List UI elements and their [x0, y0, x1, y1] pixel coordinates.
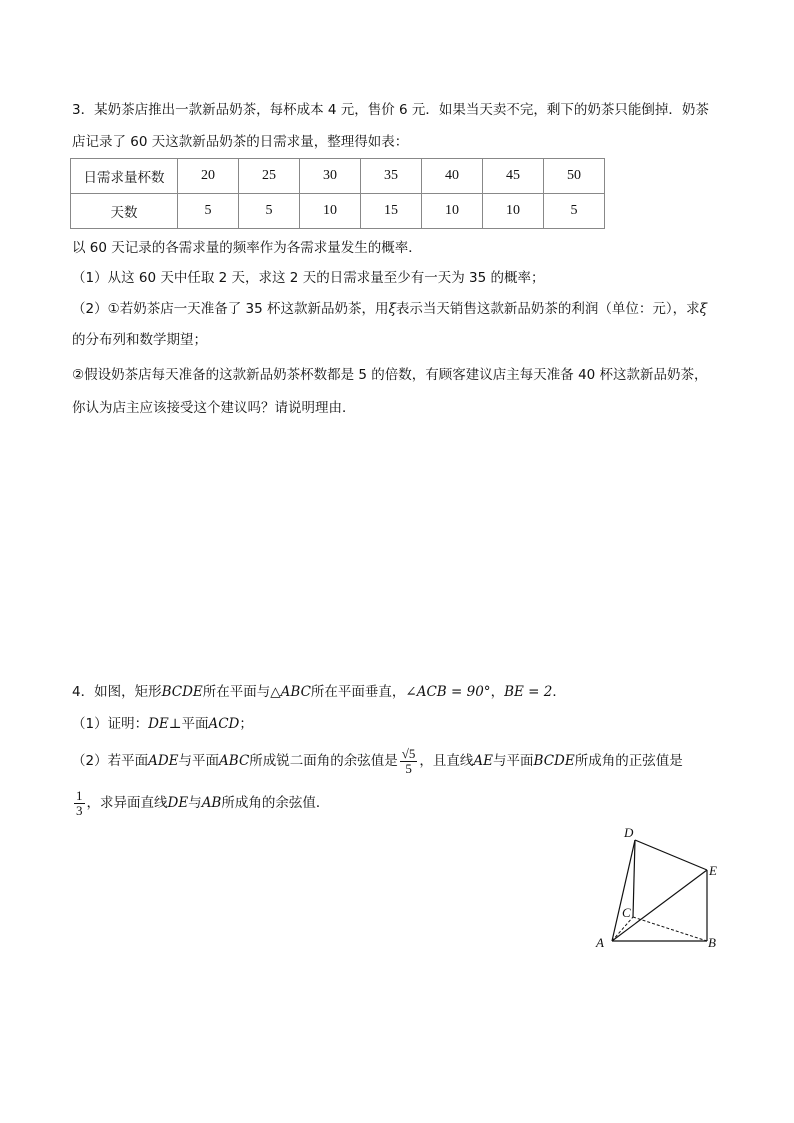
xi-symbol: ξ — [699, 301, 708, 317]
fraction-denominator: 5 — [405, 760, 412, 776]
demand-table — [70, 158, 605, 229]
table-cell: 5 — [544, 194, 605, 229]
edge-DE — [635, 840, 707, 870]
text: 与平面 — [178, 753, 220, 769]
table-header-demand: 日需求量杯数 — [71, 159, 178, 194]
math: ABC — [219, 753, 250, 769]
text: 表示当天销售这款新品奶茶的利润（单位：元），求 — [395, 301, 700, 317]
math: AB — [201, 795, 222, 811]
q3-line-2: 店记录了 60 天这款新品奶茶的日需求量，整理得如表： — [72, 134, 409, 150]
q3-line-3: 以 60 天记录的各需求量的频率作为各需求量发生的概率． — [72, 240, 422, 256]
text: 所成角的余弦值． — [221, 795, 330, 811]
table-cell: 10 — [422, 194, 483, 229]
table-cell: 20 — [178, 159, 239, 194]
q3-part-1: （1）从这 60 天中任取 2 天，求这 2 天的日需求量至少有一天为 35 的概率； — [72, 270, 545, 286]
label-E: E — [709, 863, 717, 878]
table-row — [71, 194, 605, 229]
math: BCDE — [161, 684, 203, 700]
text: 与 — [188, 795, 202, 811]
xi-symbol: ξ — [388, 301, 396, 317]
table-cell: 10 — [300, 194, 361, 229]
text: ，且直线 — [419, 753, 474, 769]
table-header-days: 天数 — [71, 194, 178, 229]
q3-part-2b: 的分布列和数学期望； — [72, 332, 207, 348]
q3-line-1: 3．某奶茶店推出一款新品奶茶，每杯成本 4 元，售价 6 元．如果当天卖不完，剩下的奶茶只能倒掉．奶茶 — [72, 102, 709, 118]
math: ADE — [148, 753, 179, 769]
text: （1）证明： — [72, 716, 149, 732]
q4-part-2 — [72, 744, 683, 778]
text: （2）①若奶茶店一天准备了 35 杯这款新品奶茶，用 — [72, 301, 389, 317]
q4-part-2-cont — [72, 786, 329, 820]
text: ， — [490, 684, 505, 700]
q3-part-2c-line2: 你认为店主应该接受这个建议吗？请说明理由． — [72, 400, 356, 416]
q4-line-1 — [72, 682, 566, 702]
math: BE = 2 — [504, 684, 553, 700]
math: DE — [167, 795, 189, 811]
table-cell: 10 — [483, 194, 544, 229]
text: 4．如图，矩形 — [72, 684, 162, 700]
math: ∠ACB = 90° — [405, 684, 491, 700]
math: AE — [473, 753, 494, 769]
table-cell: 15 — [361, 194, 422, 229]
text: （2）若平面 — [72, 753, 149, 769]
text: 所成角的正弦值是 — [574, 753, 683, 769]
table-cell: 5 — [178, 194, 239, 229]
text: 所成锐二面角的余弦值是 — [249, 753, 398, 769]
text: ，求异面直线 — [86, 795, 168, 811]
math: ACD — [208, 716, 240, 732]
table-cell: 30 — [300, 159, 361, 194]
fraction-numerator: √5 — [401, 745, 416, 761]
fraction-numerator: 1 — [76, 787, 83, 803]
text: ． — [552, 684, 566, 700]
table-row — [71, 159, 605, 194]
edge-DC — [633, 840, 635, 917]
table-cell: 35 — [361, 159, 422, 194]
geometry-figure — [590, 820, 730, 960]
text: 平面 — [181, 716, 209, 732]
table-cell: 50 — [544, 159, 605, 194]
math: DE⊥ — [148, 716, 182, 732]
text: ； — [239, 716, 253, 732]
label-B: B — [708, 935, 716, 950]
text: 与平面 — [493, 753, 534, 769]
text: 所在平面与 — [202, 684, 271, 700]
fraction-1-over-3 — [74, 789, 85, 818]
table-cell: 45 — [483, 159, 544, 194]
edge-CB — [633, 917, 707, 941]
fraction-denominator: 3 — [76, 802, 83, 818]
label-D: D — [624, 825, 634, 840]
table-cell: 40 — [422, 159, 483, 194]
table-cell: 25 — [239, 159, 300, 194]
table-cell: 5 — [239, 194, 300, 229]
q3-part-2c-line1: ②假设奶茶店每天准备的这款新品奶茶杯数都是 5 的倍数，有顾客建议店主每天准备 40 杯这款新品奶茶， — [72, 367, 708, 383]
label-C: C — [622, 905, 631, 920]
math: △ABC — [270, 684, 311, 700]
q4-part-1 — [72, 714, 253, 734]
fraction-sqrt5-over-5 — [400, 747, 418, 776]
label-A: A — [596, 935, 604, 950]
text: 所在平面垂直， — [310, 684, 406, 700]
math: BCDE — [533, 753, 575, 769]
q3-part-2a — [72, 299, 707, 319]
